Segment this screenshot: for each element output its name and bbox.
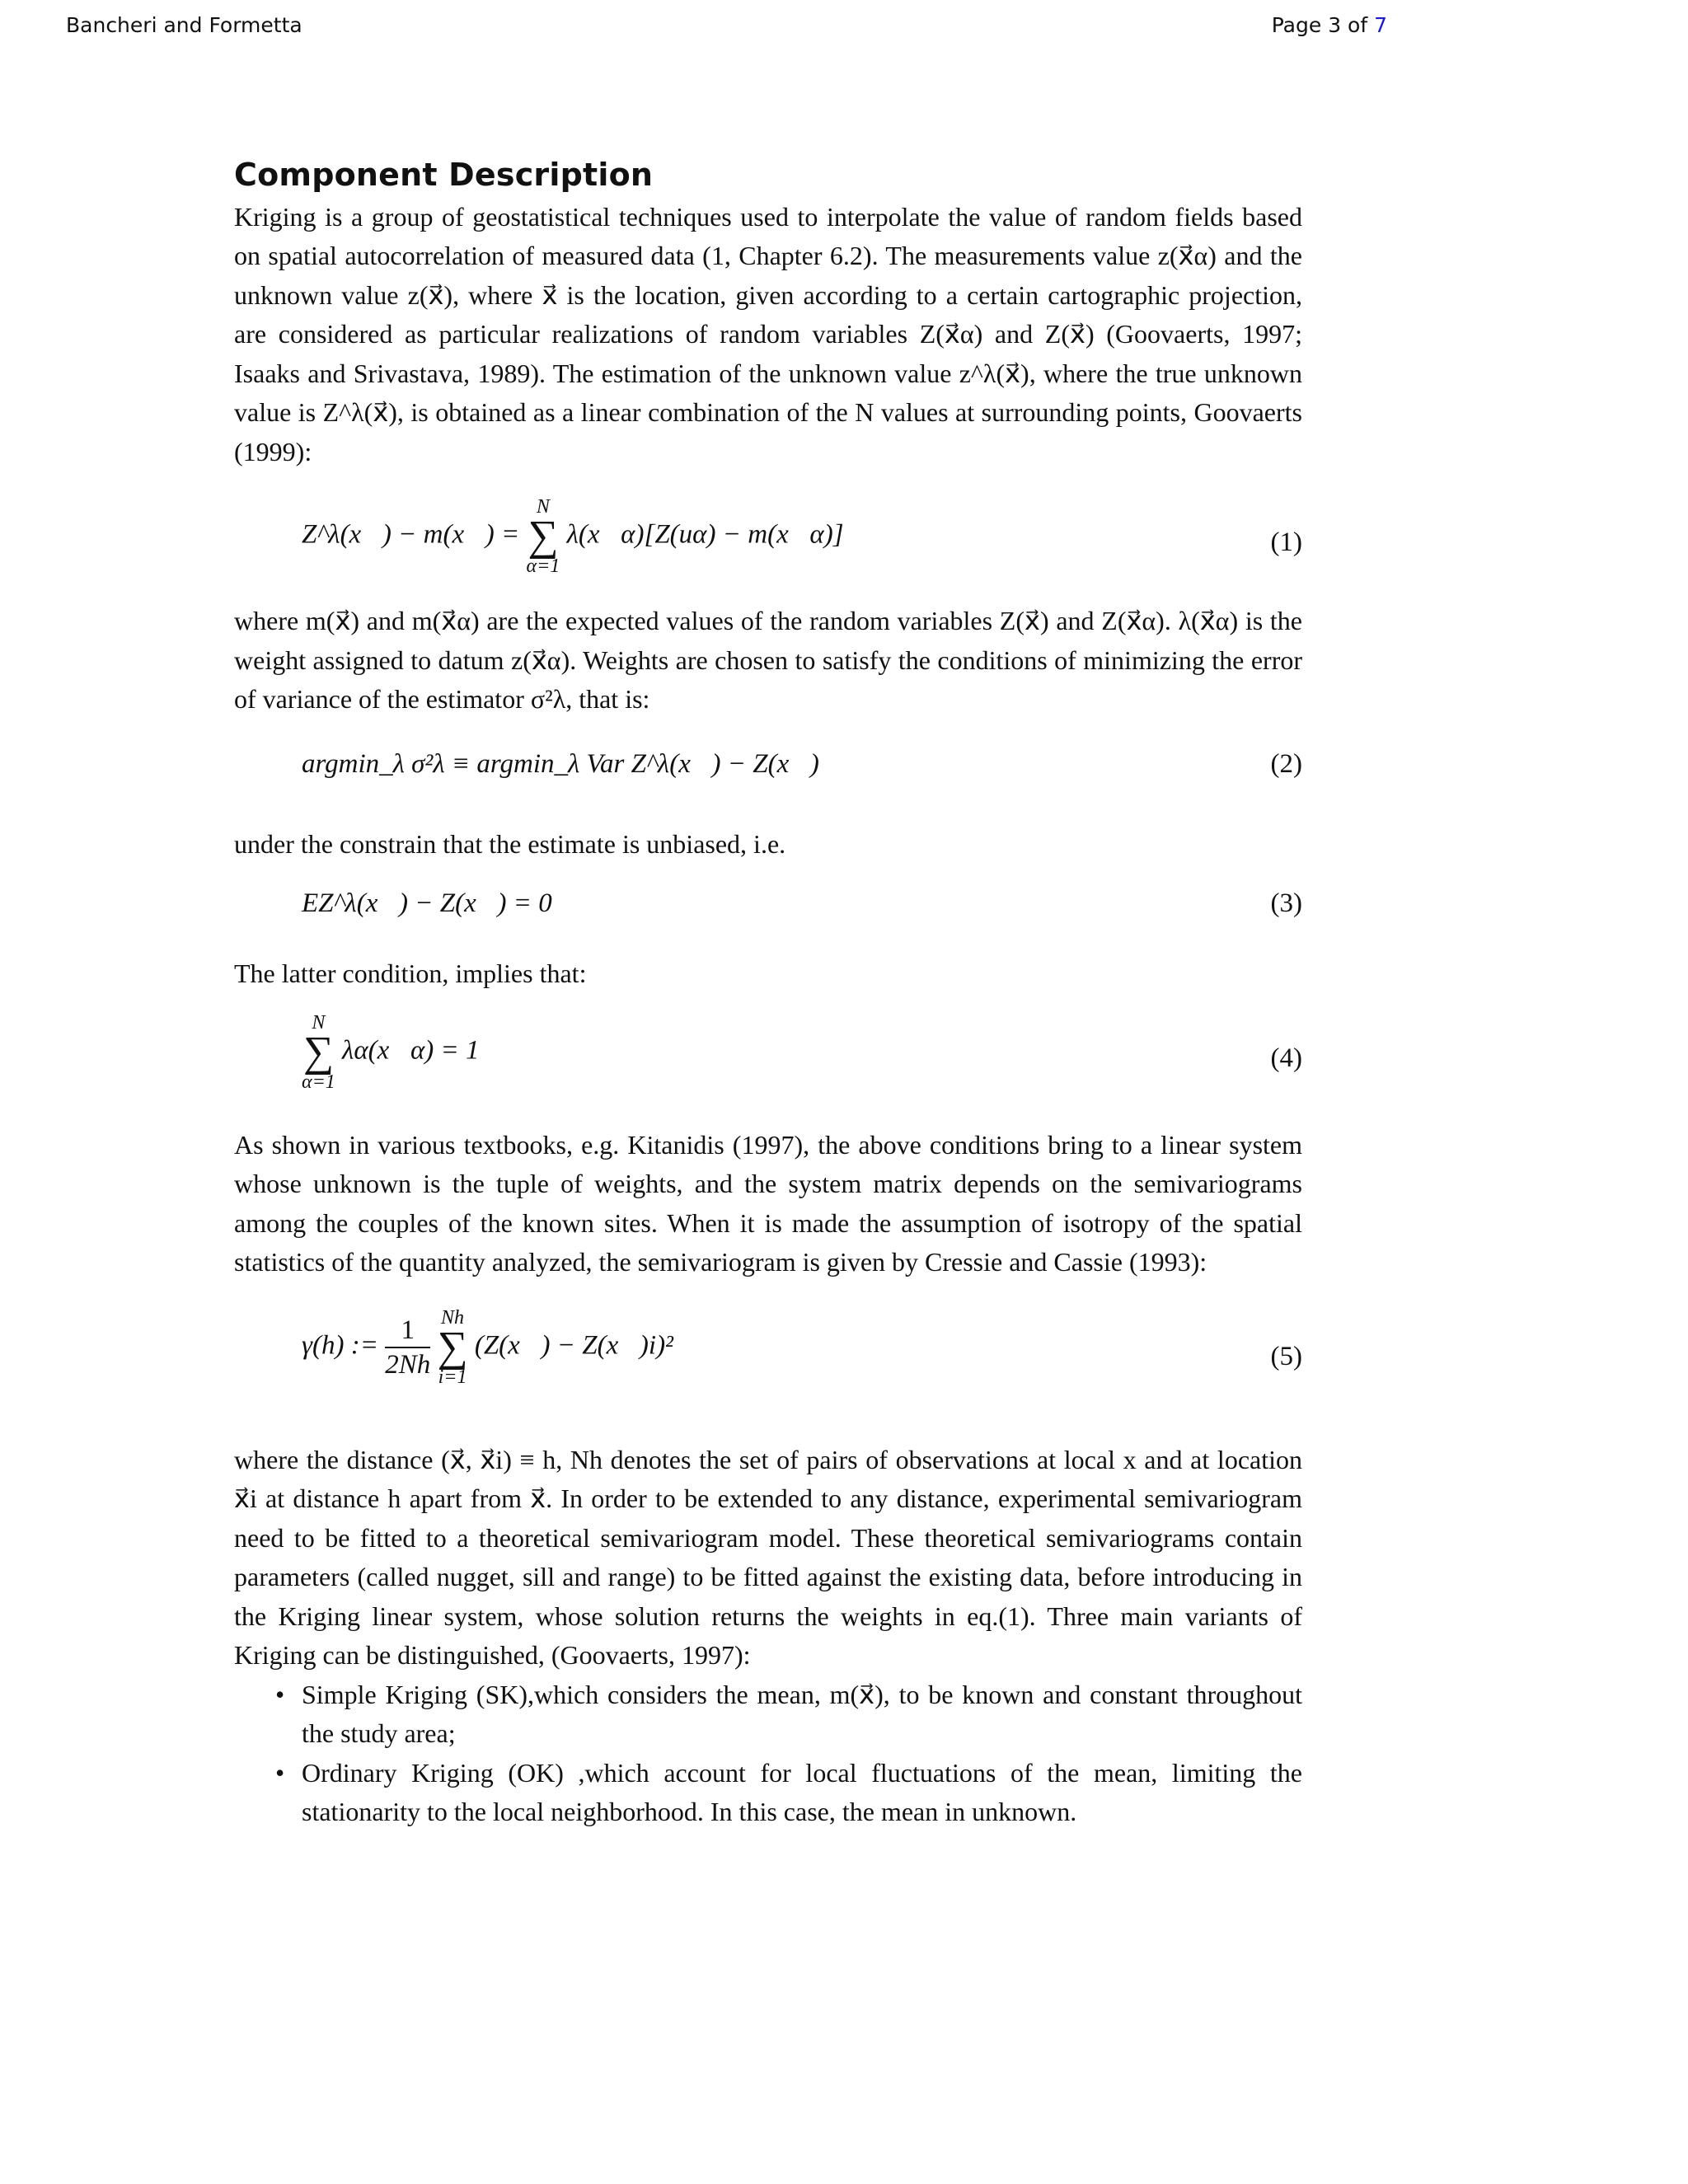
page-total-link[interactable]: 7 — [1374, 13, 1387, 37]
page-content — [234, 157, 1302, 1832]
list-item — [234, 1754, 1302, 1832]
eq4-sum-top: N — [312, 1011, 326, 1033]
eq1-rhs: λ(x⃗α)[Z(uα) − m(x⃗α)] — [566, 519, 844, 550]
header-page-number — [1272, 13, 1387, 37]
eq4-sum — [302, 1012, 335, 1093]
paragraph-latter-condition: The latter condition, implies that: — [234, 958, 587, 989]
equation-1 — [234, 471, 1302, 602]
equation-2 — [234, 719, 1302, 825]
eq4-sum-bottom: α=1 — [302, 1071, 335, 1093]
eq3-expression: EZ^λ(x⃗) − Z(x⃗) = 0 — [302, 888, 552, 919]
eq5-denominator: 2Nh — [385, 1349, 431, 1380]
list-item-text: Ordinary Kriging (OK) ,which account for local fluctuations of the mean, limiting the stationarity to the local neighborhood. In this case, the mean in unknown. — [302, 1757, 1302, 1827]
eq1-sum-bottom: α=1 — [526, 555, 560, 578]
bullet-icon: • — [275, 1679, 285, 1709]
paragraph-expected-values: where m(x⃗) and m(x⃗α) are the expected values of the random variables Z(x⃗) and Z(x⃗α). λ(x⃗α) is the weight assigned to datum z(x⃗α). Weights are chosen to satisfy the conditions of minimizing the error of variance of the estimator σ²λ, that is: — [234, 606, 1302, 715]
eq5-rhs: (Z(x⃗) − Z(x⃗)i)² — [474, 1330, 673, 1361]
paragraph-distance: where the distance (x⃗, x⃗i) ≡ h, Nh denotes the set of pairs of observations at local x and at location x⃗i at distance h apart from x⃗. In order to be extended to any distance, experimental semivariogram need to be fitted to a theoretical semivariogram model. These theoretical semivariograms contain parameters (called nugget, sill and range) to be fitted against the existing data, before introducing in the Kriging linear system, whose solution returns the weights in eq.(1). Three main variants of Kriging can be distinguished, (Goovaerts, 1997): — [234, 1444, 1302, 1671]
eq4-rhs: λα(x⃗α) = 1 — [342, 1035, 480, 1066]
bullet-icon: • — [275, 1757, 285, 1788]
list-item — [234, 1675, 1302, 1754]
eq1-number: (1) — [1270, 527, 1302, 558]
equation-5 — [234, 1282, 1302, 1441]
list-item-text: Simple Kriging (SK),which considers the mean, m(x⃗), to be known and constant throughout the study area; — [302, 1679, 1302, 1749]
eq1-sum-top: N — [536, 496, 550, 518]
section-title: Component Description — [234, 157, 654, 193]
equation-3 — [234, 864, 1302, 954]
page-prefix: Page 3 of — [1271, 13, 1375, 37]
eq5-sum — [438, 1307, 468, 1388]
eq5-fraction — [385, 1314, 430, 1381]
eq2-expression: argmin_λ σ²λ ≡ argmin_λ Var Z^λ(x⃗) − Z(x⃗) — [302, 748, 819, 779]
eq3-number: (3) — [1270, 888, 1302, 919]
eq2-number: (2) — [1270, 748, 1302, 779]
paragraph-intro: Kriging is a group of geostatistical techniques used to interpolate the value of random fields based on spatial autocorrelation of measured data (1, Chapter 6.2). The measurements value z(x⃗α) and the unknown value z(x⃗), where x⃗ is the location, given according to a certain cartographic projection, are considered as particular realizations of random variables Z(x⃗α) and Z(x⃗) (Goovaerts, 1997; Isaaks and Srivastava, 1989). The estimation of the unknown value z^λ(x⃗), where the true unknown value is Z^λ(x⃗), is obtained as a linear combination of the N values at surrounding points, Goovaerts (1999): — [234, 201, 1302, 466]
eq4-number: (4) — [1270, 1043, 1302, 1073]
paragraph-semivariogram: As shown in various textbooks, e.g. Kitanidis (1997), the above conditions bring to a linear system whose unknown is the tuple of weights, and the system matrix depends on the semivariograms among the couples of the known sites. When it is made the assumption of isotropy of the spatial statistics of the quantity analyzed, the semivariogram is given by Cressie and Cassie (1993): — [234, 1129, 1302, 1277]
sigma-symbol: ∑ — [437, 1323, 468, 1371]
equation-4 — [234, 994, 1302, 1126]
eq5-lhs: γ(h) := — [302, 1330, 378, 1361]
header-authors: Bancheri and Formetta — [66, 13, 302, 37]
sigma-symbol: ∑ — [302, 1028, 334, 1076]
eq1-sum — [527, 496, 560, 577]
eq1-lhs: Z^λ(x⃗) − m(x⃗) = — [302, 519, 520, 550]
eq5-number: (5) — [1270, 1341, 1302, 1371]
running-header — [66, 13, 1387, 43]
kriging-variants-list — [234, 1675, 1302, 1832]
eq5-sum-top: Nh — [441, 1306, 465, 1329]
paragraph-constraint: under the constrain that the estimate is unbiased, i.e. — [234, 828, 786, 859]
eq5-sum-bottom: i=1 — [438, 1366, 467, 1388]
eq5-numerator: 1 — [385, 1314, 430, 1348]
sigma-symbol: ∑ — [528, 513, 559, 560]
